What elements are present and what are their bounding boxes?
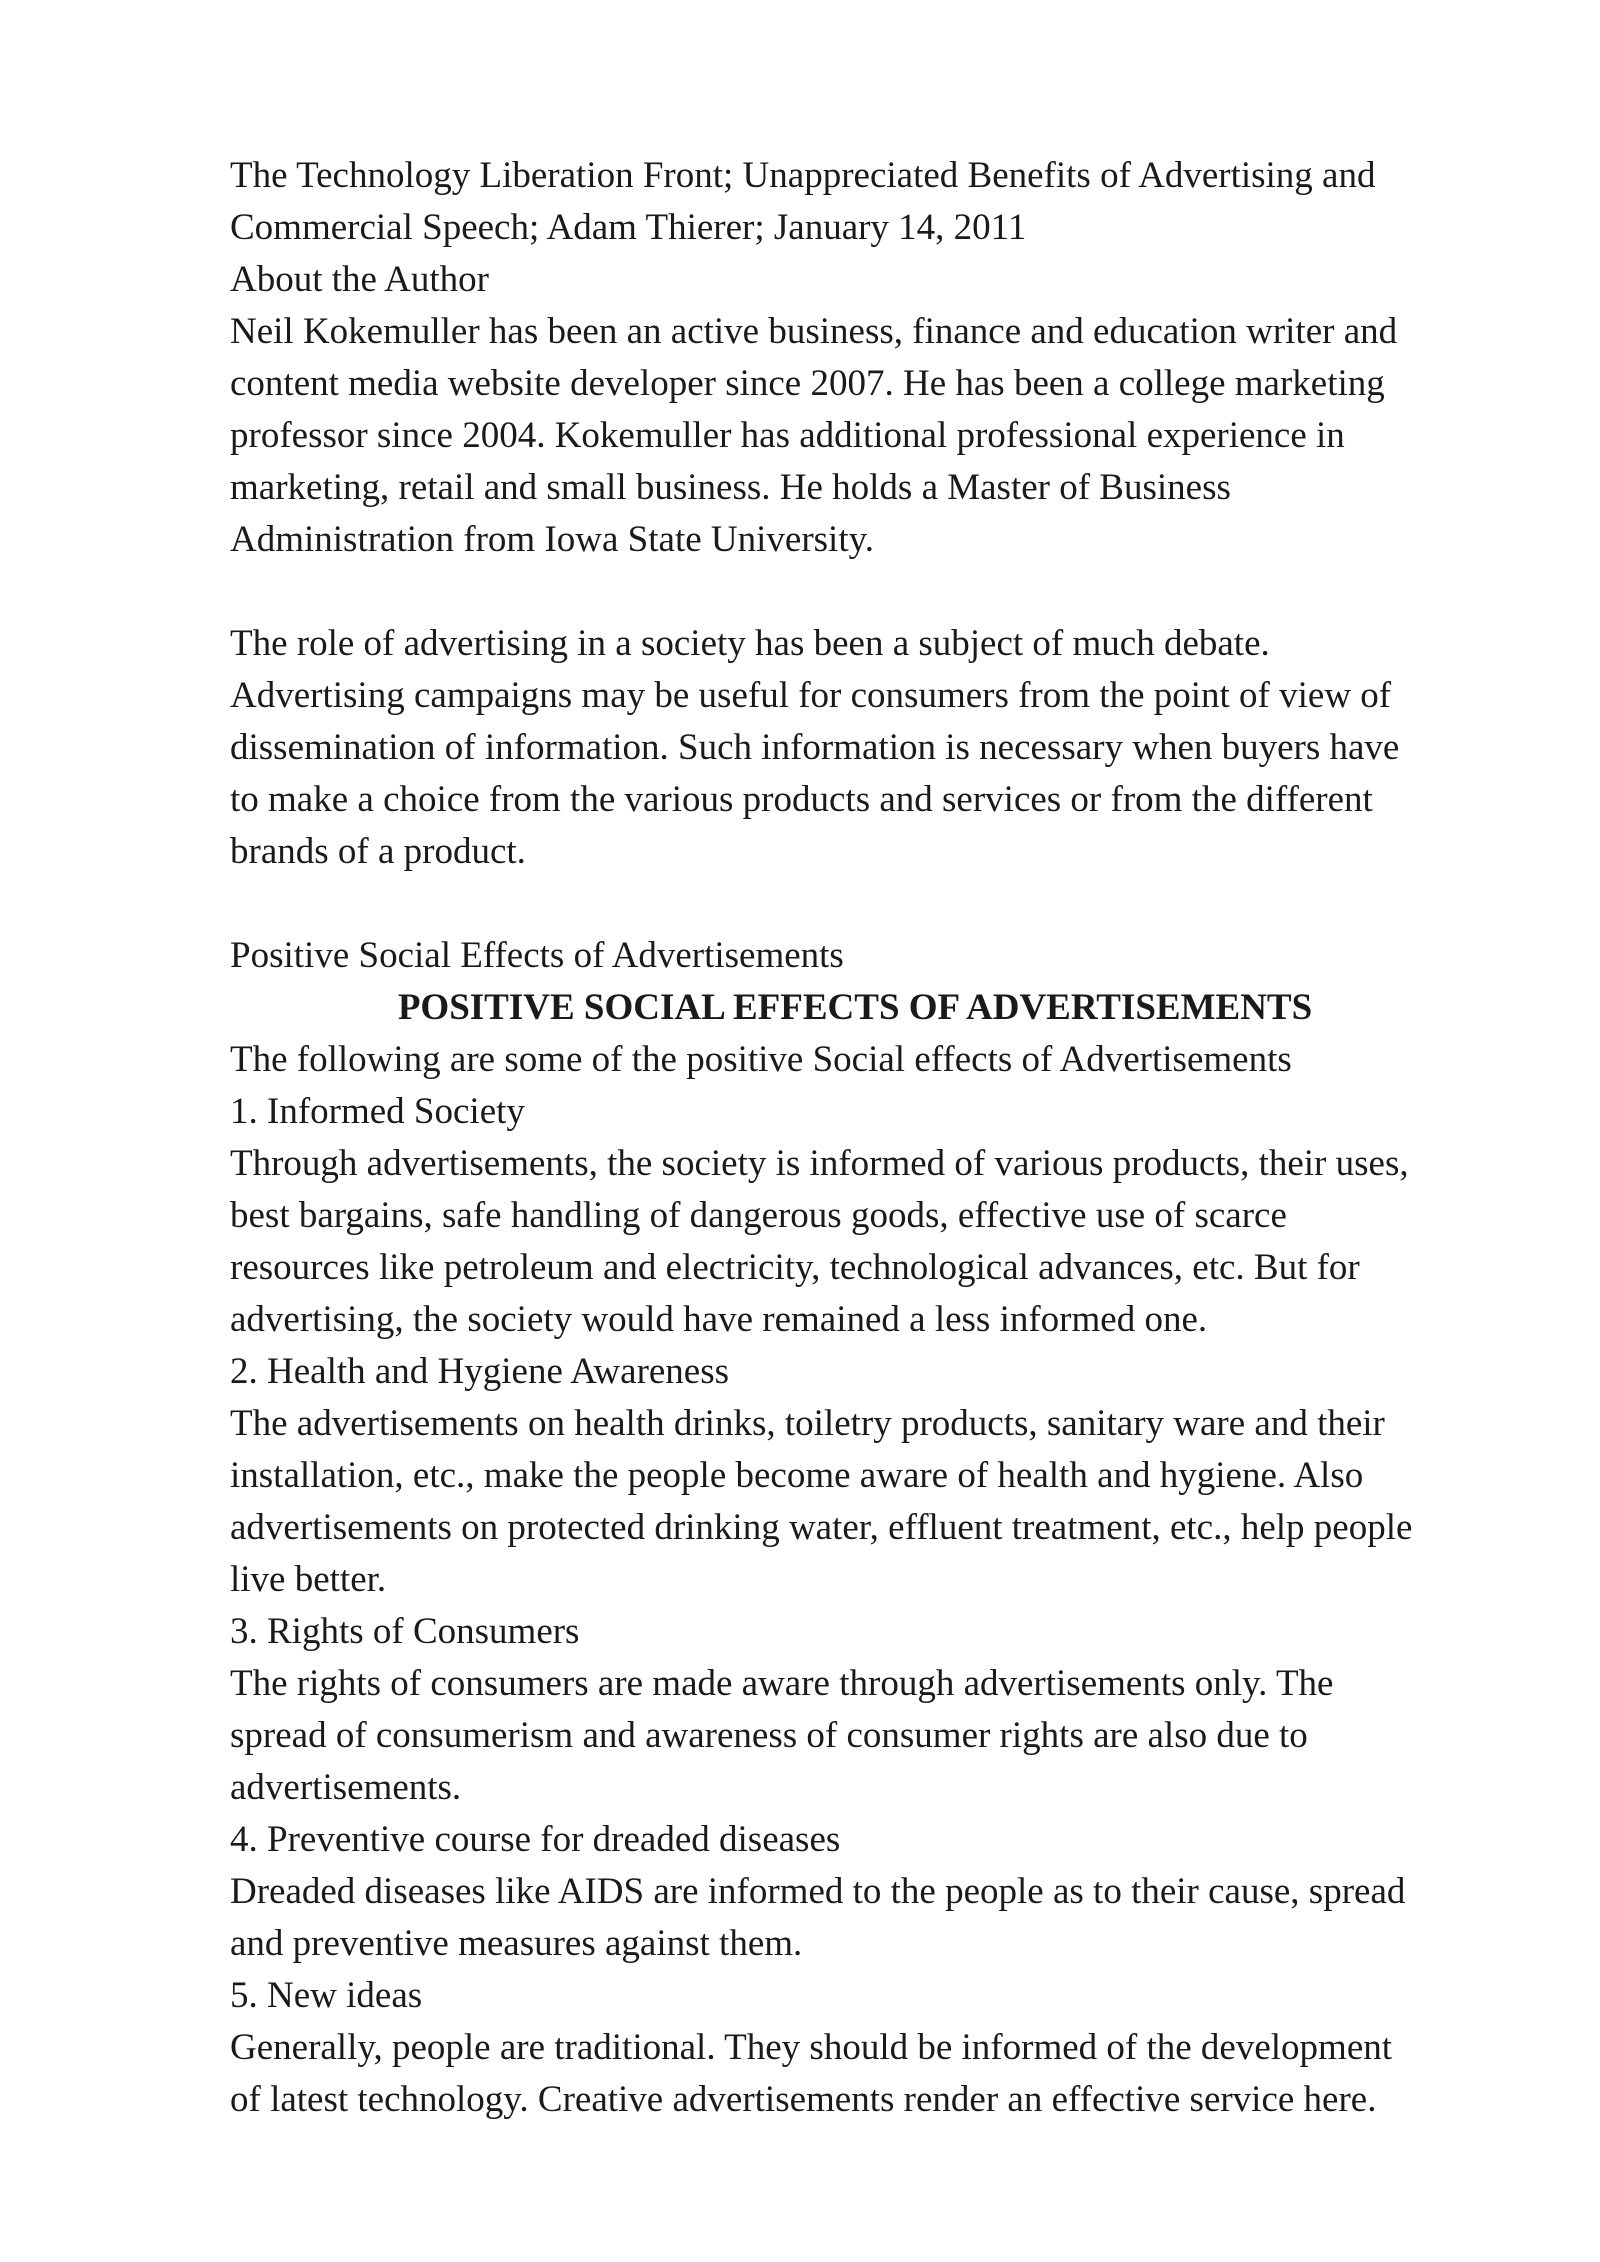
effect-title: 3. Rights of Consumers	[230, 1611, 580, 1652]
effect-text-line: The advertisements on health drinks, toiletry products, sanitary ware and their	[230, 1403, 1385, 1444]
effect-text-line: The rights of consumers are made aware through advertisements only. The	[230, 1663, 1334, 1704]
citation	[230, 150, 1530, 254]
effect-text-line: Generally, people are traditional. They should be informed of the development	[230, 2027, 1393, 2068]
effect-text-line: Dreaded diseases like AIDS are informed to the people as to their cause, spread	[230, 1871, 1406, 1912]
effect-item	[230, 1086, 1530, 1346]
intro-line: The role of advertising in a society has been a subject of much debate.	[230, 623, 1270, 664]
intro-line: brands of a product.	[230, 831, 526, 872]
effect-text-line: live better.	[230, 1559, 387, 1600]
effect-text-line: advertising, the society would have remained a less informed one.	[230, 1299, 1208, 1340]
intro-line: dissemination of information. Such information is necessary when buyers have	[230, 727, 1400, 768]
effect-item	[230, 1606, 1530, 1814]
author-bio	[230, 306, 1530, 566]
effect-text-line: and preventive measures against them.	[230, 1923, 803, 1964]
intro-line: Advertising campaigns may be useful for consumers from the point of view of	[230, 675, 1392, 716]
about-author-heading: About the Author	[230, 259, 489, 300]
bio-line: professor since 2004. Kokemuller has additional professional experience in	[230, 415, 1345, 456]
document-body	[230, 150, 1530, 2126]
effect-text-line: installation, etc., make the people become aware of health and hygiene. Also	[230, 1455, 1364, 1496]
citation-line: The Technology Liberation Front; Unappreciated Benefits of Advertising and	[230, 155, 1376, 196]
effect-text-line: Through advertisements, the society is informed of various products, their uses,	[230, 1143, 1409, 1184]
effect-title: 1. Informed Society	[230, 1091, 525, 1132]
effect-text-line: advertisements.	[230, 1767, 462, 1808]
effect-text-line: spread of consumerism and awareness of consumer rights are also due to	[230, 1715, 1308, 1756]
effect-title: 5. New ideas	[230, 1975, 423, 2016]
intro-line: to make a choice from the various products and services or from the different	[230, 779, 1373, 820]
effect-text-line: of latest technology. Creative advertisements render an effective service here.	[230, 2079, 1377, 2120]
section-subtitle: Positive Social Effects of Advertisements	[230, 935, 844, 976]
bio-line: Neil Kokemuller has been an active business, finance and education writer and	[230, 311, 1398, 352]
paragraph-spacer	[230, 566, 1530, 618]
bio-line: marketing, retail and small business. He holds a Master of Business	[230, 467, 1231, 508]
effect-title: 2. Health and Hygiene Awareness	[230, 1351, 730, 1392]
paragraph-spacer	[230, 878, 1530, 930]
effect-item	[230, 1346, 1530, 1606]
section-lead: The following are some of the positive Social effects of Advertisements	[230, 1039, 1292, 1080]
effect-title: 4. Preventive course for dreaded diseases	[230, 1819, 841, 1860]
effect-text-line: resources like petroleum and electricity, technological advances, etc. But for	[230, 1247, 1360, 1288]
bio-line: content media website developer since 2007. He has been a college marketing	[230, 363, 1385, 404]
intro-paragraph	[230, 618, 1530, 878]
section-heading: POSITIVE SOCIAL EFFECTS OF ADVERTISEMENTS	[397, 987, 1313, 1028]
effect-text-line: advertisements on protected drinking water, effluent treatment, etc., help people	[230, 1507, 1413, 1548]
citation-line: Commercial Speech; Adam Thierer; January 14, 2011	[230, 207, 1027, 248]
effect-text-line: best bargains, safe handling of dangerous goods, effective use of scarce	[230, 1195, 1287, 1236]
effect-item	[230, 1814, 1530, 1970]
effect-item	[230, 1970, 1530, 2126]
bio-line: Administration from Iowa State University.	[230, 519, 874, 560]
